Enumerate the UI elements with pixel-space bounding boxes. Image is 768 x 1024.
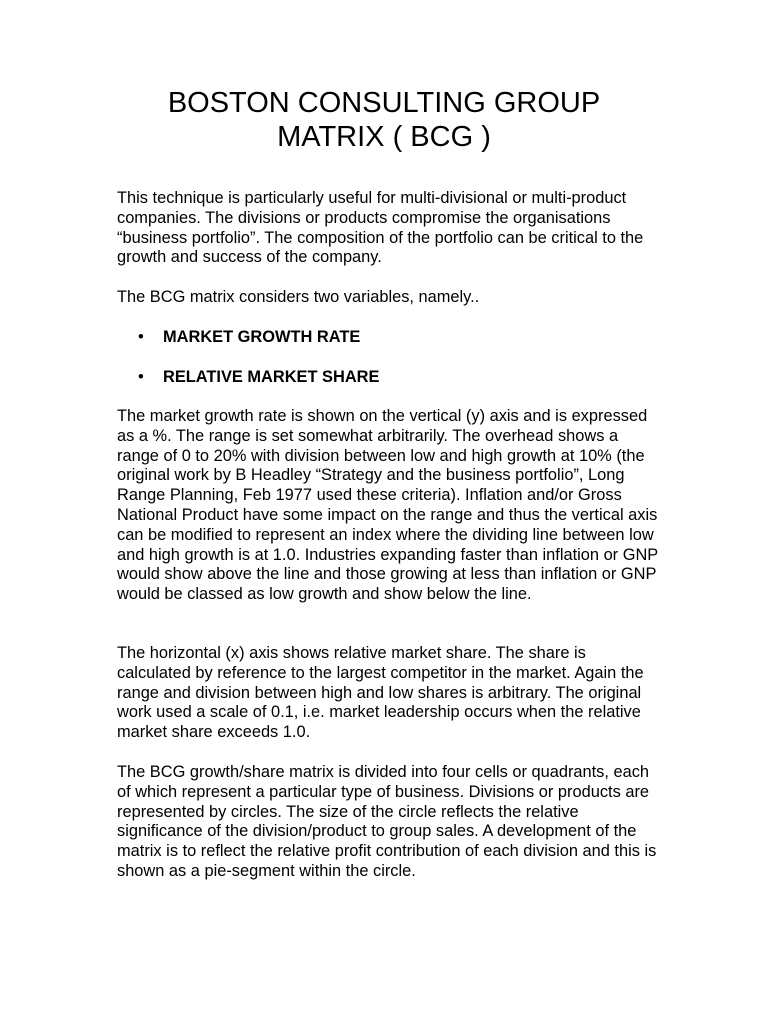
bullet-icon: • <box>138 368 144 386</box>
list-item <box>117 368 662 408</box>
document-title <box>100 86 668 154</box>
bullet-icon: • <box>138 328 144 346</box>
list-item-label: MARKET GROWTH RATE <box>163 328 361 346</box>
variables-list <box>117 328 662 408</box>
growth-rate-paragraph: The market growth rate is shown on the vertical (y) axis and is expressed as a %. The range is set somewhat arbitrarily. The overhead shows a range of 0 to 20% with division between low and high growth at 10% (the original work by B Headley “Strategy and the business portfolio”, Long Range Planning, Feb 1977 used these criteria). Inflation and/or Gross National Product have some impact on the range and thus the vertical axis can be modified to represent an index where the dividing line between low and high growth is at 1.0. Industries expanding faster than inflation or GNP would show above the line and those growing at less than inflation or GNP would be classed as low growth and show below the line. <box>117 407 658 604</box>
title-line-2: MATRIX ( BCG ) <box>277 121 491 153</box>
title-line-1: BOSTON CONSULTING GROUP <box>167 87 601 119</box>
list-item-label: RELATIVE MARKET SHARE <box>163 368 380 386</box>
matrix-paragraph: The BCG growth/share matrix is divided into four cells or quadrants, each of which represent a particular type of business. Divisions or products are represented by circles. The size of the circle reflects the relative significance of the division/product to group sales. A development of the matrix is to reflect the relative profit contribution of each division and this is shown as a pie-segment within the circle. <box>117 763 657 880</box>
intro-paragraph: This technique is particularly useful for multi-divisional or multi-product companies. The divisions or products compromise the organisations “business portfolio”. The composition of the portfolio can be critical to the growth and success of the company. <box>117 189 644 267</box>
market-share-paragraph: The horizontal (x) axis shows relative market share. The share is calculated by reference to the largest competitor in the market. Again the range and division between high and low shares is arbitrary. The original work used a scale of 0.1, i.e. market leadership occurs when the relative market share exceeds 1.0. <box>117 644 644 742</box>
variables-paragraph: The BCG matrix considers two variables, namely.. <box>117 288 480 306</box>
list-item <box>117 328 662 368</box>
